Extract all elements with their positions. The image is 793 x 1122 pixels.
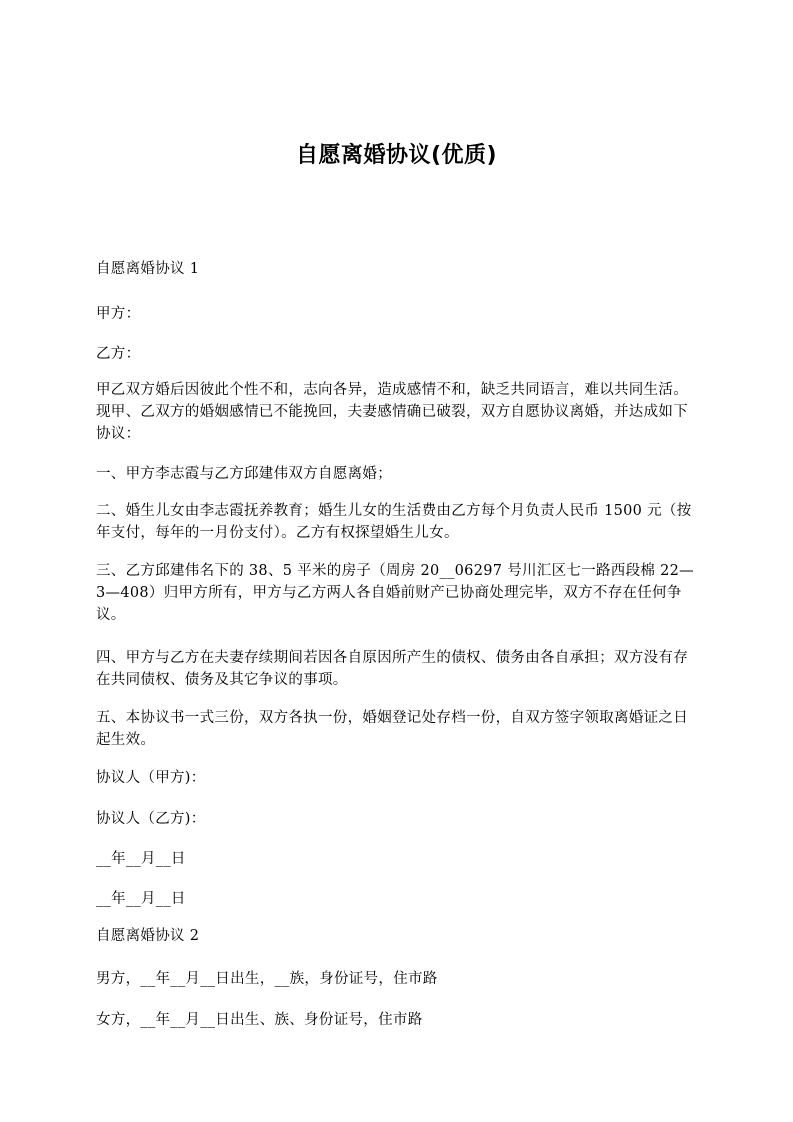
- clause-5: 五、本协议书一式三份，双方各执一份，婚姻登记处存档一份，自双方签字领取离婚证之日起生效。: [96, 710, 688, 748]
- document-title: 自愿离婚协议(优质): [295, 143, 498, 168]
- date-line-1: __年__月__日: [96, 851, 186, 867]
- preamble-paragraph: 甲乙双方婚后因彼此个性不和，志向各异，造成感情不和，缺乏共同语言，难以共同生活。现甲、乙双方的婚姻感情已不能挽回，夫妻感情确已破裂，双方自愿协议离婚，并达成如下协议：: [96, 382, 688, 442]
- section-heading-1: 自愿离婚协议 1: [96, 261, 200, 277]
- signatory-b: 协议人（乙方)：: [96, 811, 206, 827]
- party-b-label: 乙方：: [96, 346, 141, 362]
- male-party-info: 男方，__年__月__日出生，__族，身份证号，住市路: [96, 971, 438, 987]
- party-a-label: 甲方：: [96, 306, 141, 322]
- clause-3: 三、乙方邱建伟名下的 38、5 平米的房子（周房 20__06297 号川汇区七一路西段棉 22—3—408）归甲方所有，甲方与乙方两人各自婚前财产已协商处理完毕，双方不存在任何争议。: [96, 563, 694, 623]
- female-party-info: 女方，__年__月__日出生、族、身份证号，住市路: [96, 1012, 423, 1028]
- clause-1: 一、甲方李志霞与乙方邱建伟双方自愿离婚；: [96, 466, 392, 482]
- section-heading-2: 自愿离婚协议 2: [96, 928, 200, 944]
- signatory-a: 协议人（甲方)：: [96, 770, 206, 786]
- date-line-2: __年__月__日: [96, 891, 186, 907]
- clause-4: 四、甲方与乙方在夫妻存续期间若因各自原因所产生的债权、债务由各自承担；双方没有存在共同债权、债务及其它争议的事项。: [96, 650, 688, 688]
- clause-2: 二、婚生儿女由李志霞抚养教育；婚生儿女的生活费由乙方每个月负责人民币 1500 元（按年支付，每年的一月份支付）。乙方有权探望婚生儿女。: [96, 503, 692, 541]
